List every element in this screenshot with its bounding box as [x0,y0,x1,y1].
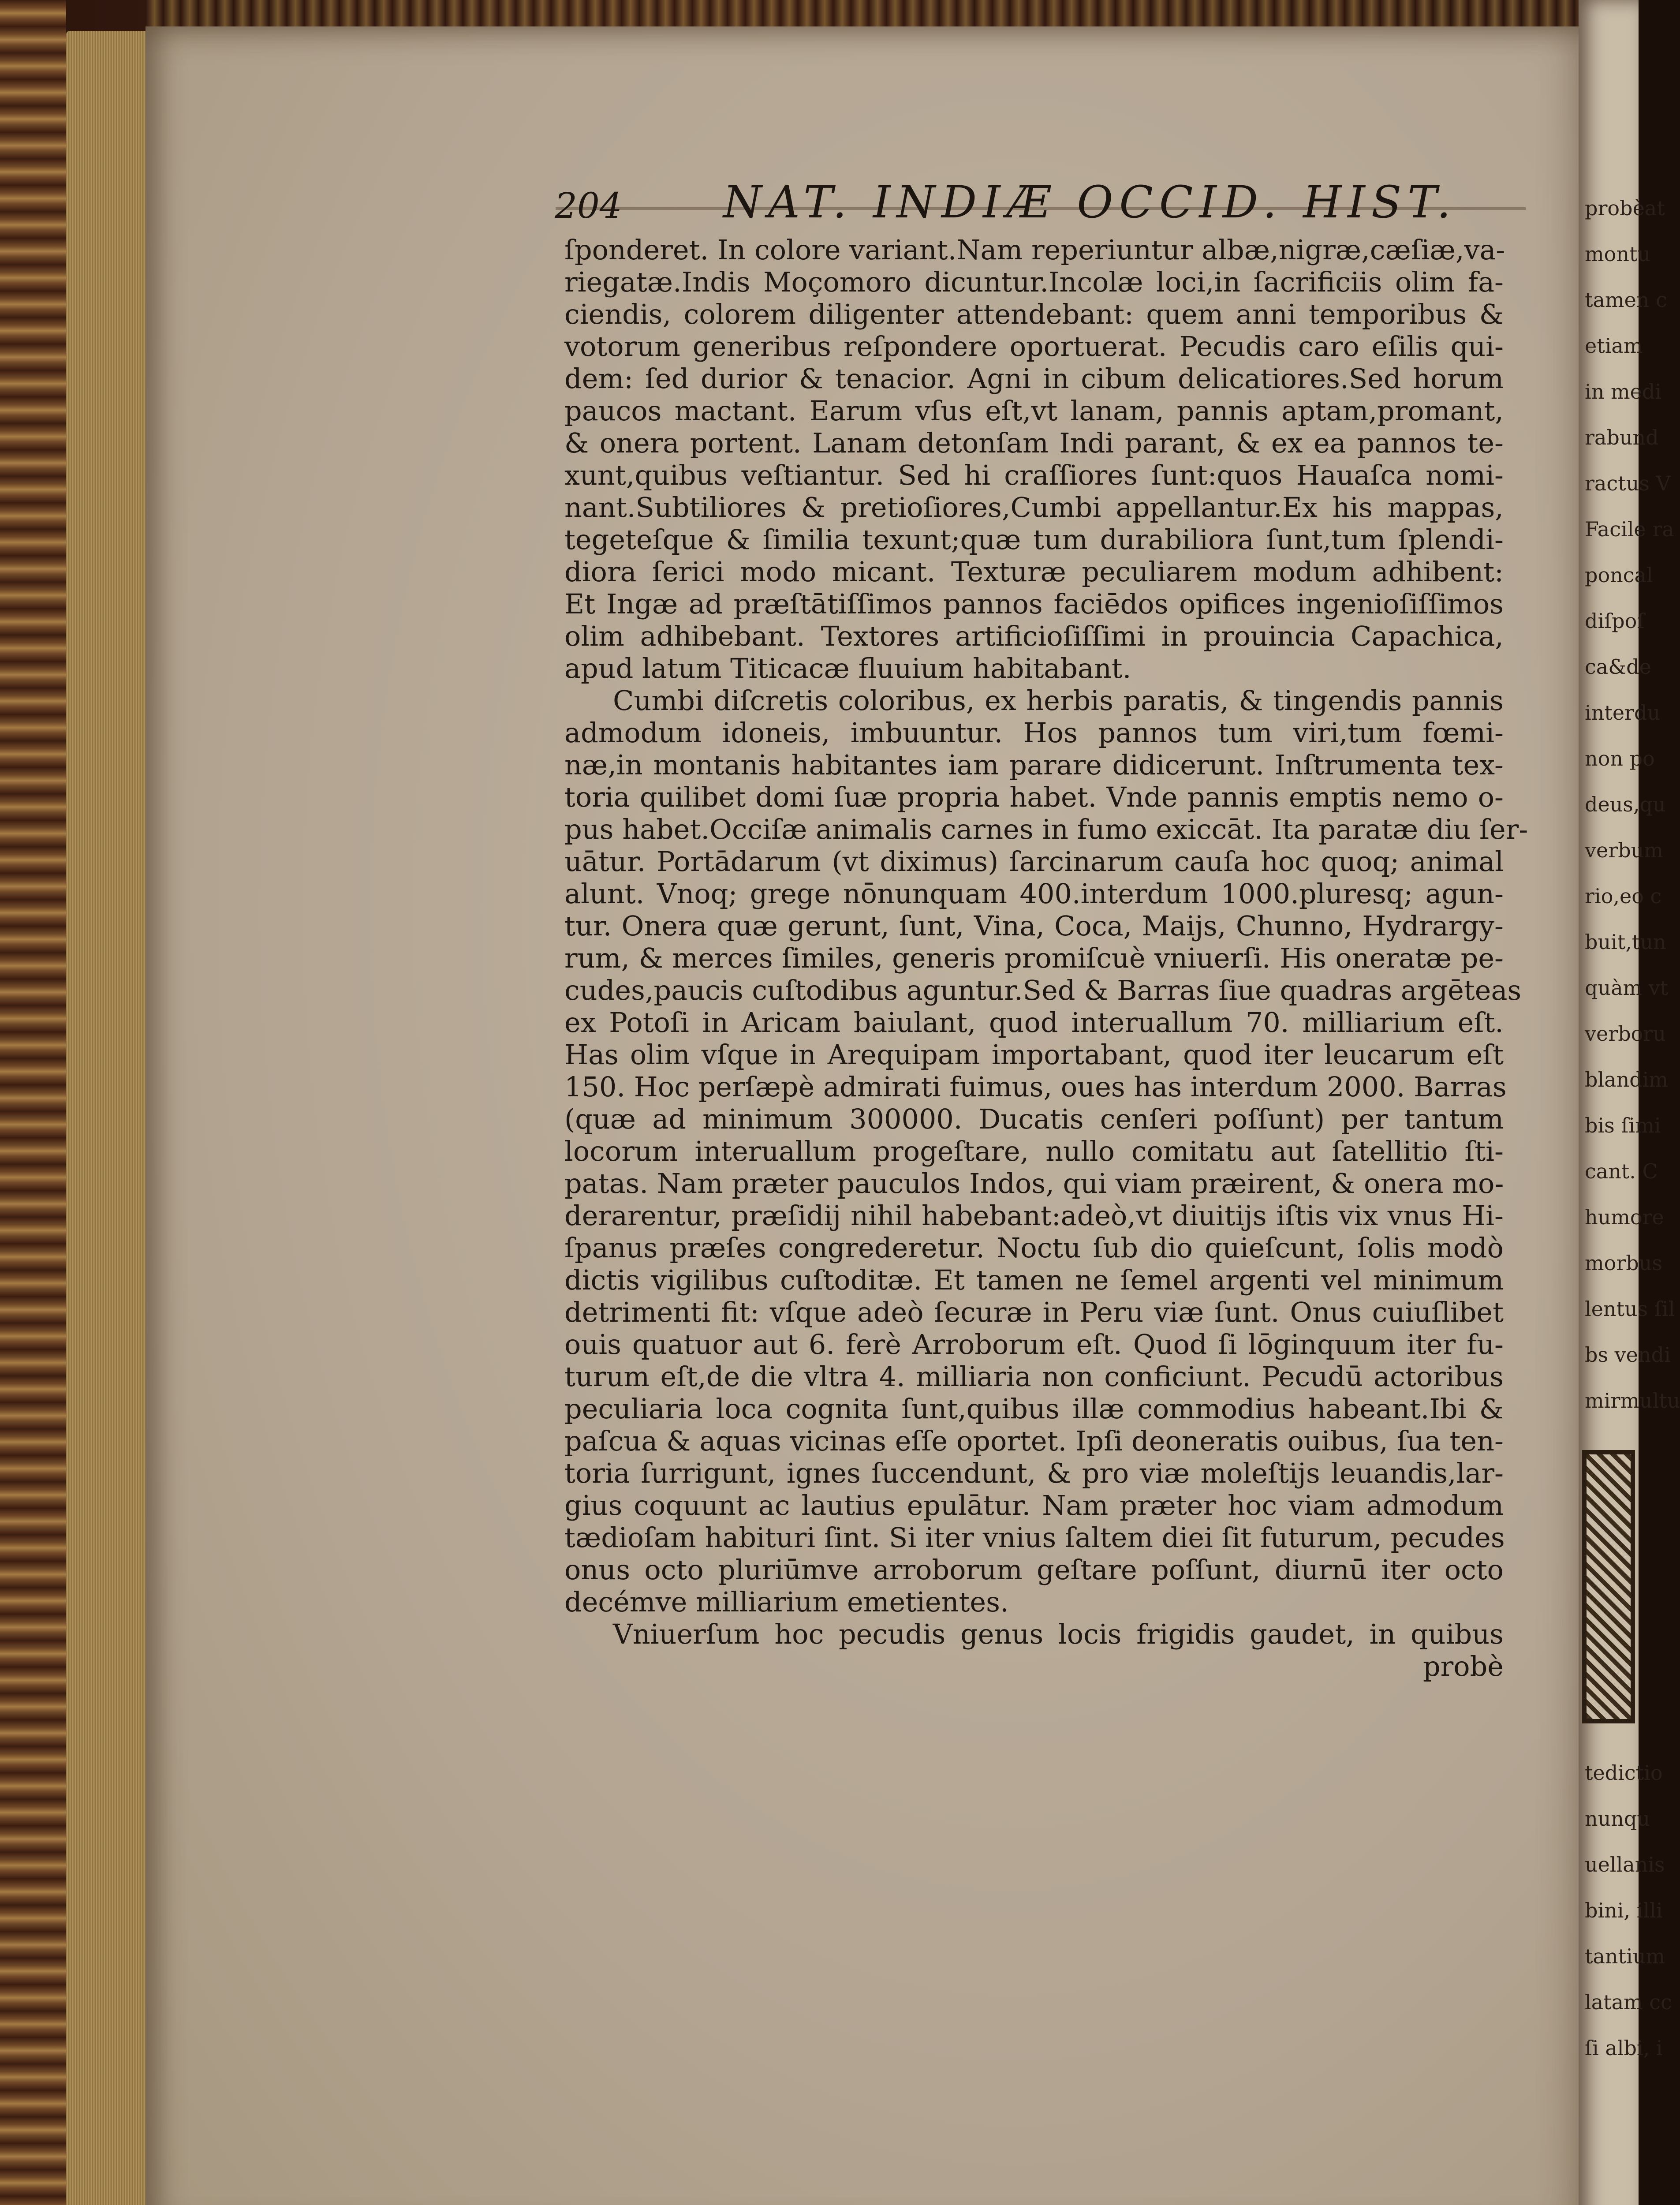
fragment: deus,qu [1585,792,1666,816]
text-line: toria ſurrigunt, ignes ſuccendunt, & pro viæ moleſtijs leuandis,lar- [564,1457,1504,1489]
fragment: rio,eo c [1585,884,1662,908]
woodcut-ornament [1582,1450,1635,1723]
text-line: paucos mactant. Earum vſus eſt,vt lanam, pannis aptam,promant, [564,395,1504,427]
text-line: Has olim vſque in Arequipam importabant, quod iter leucarum eſt [564,1039,1504,1071]
text-line: turum eſt,de die vltra 4. milliaria non conficiunt. Pecudū actoribus [564,1360,1504,1393]
facing-page-edge [1579,0,1680,2205]
text-line: Cumbi diſcretis coloribus, ex herbis paratis, & tingendis pannis [613,684,1504,717]
top-binding-band [146,0,1592,26]
text-line: peculiaria loca cognita ſunt,quibus illæ commodius habeant.Ibi & [564,1393,1504,1425]
text-line: diora ſerici modo micant. Texturæ peculiarem modum adhibent: [564,556,1504,588]
fragment: bs vendi [1585,1343,1671,1367]
text-line: Vniuerſum hoc pecudis genus locis frigidis gaudet, in quibus [613,1618,1504,1650]
fragment: mirmultu [1585,1389,1680,1413]
fragment: tamen c [1585,288,1667,312]
fragment: probèat [1585,196,1665,220]
text-line: ouis quatuor aut 6. ferè Arroborum eſt. Quod ſi lōginquum iter fu- [564,1328,1504,1360]
text-line: riegatæ.Indis Moçomoro dicuntur.Incolæ loci,in ſacrificiis olim fa- [564,266,1504,298]
text-line: alunt. Vnoq; grege nōnunquam 400.interdum 1000.pluresq; agun- [564,878,1504,910]
text-line: ex Potoſi in Aricam baiulant, quod interuallum 70. milliarium eſt. [564,1006,1504,1039]
text-line: ſponderet. In colore variant.Nam reperiuntur albæ,nigræ,cæſiæ,va- [564,234,1505,266]
text-line: nant.Subtiliores & pretioſiores,Cumbi appellantur.Ex his mappas, [564,491,1504,523]
fragment: in medi [1585,380,1661,404]
text-line: dictis vigilibus cuſtoditæ. Et tamen ne ſemel argenti vel minimum [564,1264,1504,1296]
fragment: ca&de [1585,655,1651,679]
page-number: 204 [555,185,622,226]
text-line: & onera portent. Lanam detonſam Indi parant, & ex ea pannos te- [564,427,1504,459]
fragment: tedictio [1585,1761,1663,1785]
text-line: onus octo pluriūmve arroborum geſtare poſſunt, diurnū iter octo [564,1554,1504,1586]
fragment: verbum [1585,838,1663,862]
text-line: admodum idoneis, imbuuntur. Hos pannos tum viri,tum fœmi- [564,717,1504,749]
body-text [564,234,1528,1682]
text-line: Et Ingæ ad præſtātiſſimos pannos faciēdos opifices ingenioſiſſimos [564,588,1504,620]
fragment: cant. C [1585,1159,1658,1183]
fragment: ſi albi, i [1585,2036,1663,2060]
text-line: (quæ ad minimum 300000. Ducatis cenſeri poſſunt) per tantum [564,1103,1504,1135]
text-line: decémve milliarium emetientes. [564,1586,1009,1618]
fragment: tantium [1585,1944,1665,1968]
fragment: quàm vt [1585,976,1669,1000]
fragment: lentus ſil [1585,1297,1675,1321]
text-line: ſpanus præſes congrederetur. Noctu ſub dio quieſcunt, ſolis modò [564,1232,1504,1264]
fragment: etiam [1585,334,1643,358]
fragment: interdu [1585,701,1661,725]
fragment: uellanis [1585,1853,1665,1876]
text-line: paſcua & aquas vicinas eſſe oportet. Ipſi deoneratis ouibus, ſua ten- [564,1425,1504,1457]
catchword: probè [1422,1650,1504,1682]
text-line: 150. Hoc perſæpè admirati fuimus, oues has interdum 2000. Barras [564,1071,1507,1103]
text-line: dem: ſed durior & tenacior. Agni in cibum delicatiores.Sed horum [564,363,1504,395]
running-head: NAT. INDIÆ OCCID. HIST. [723,176,1457,228]
fragment: montu [1585,242,1651,266]
fragment: humore [1585,1205,1664,1229]
text-line: cudes,paucis cuſtodibus aguntur.Sed & Barras ſiue quadras argēteas [564,974,1522,1006]
fragment: rabund [1585,426,1659,449]
text-line: votorum generibus reſpondere oportuerat. Pecudis caro eſilis qui- [564,330,1504,363]
text-line: uātur. Portādarum (vt diximus) ſarcinarum cauſa hoc quoq; animal [564,845,1504,878]
text-line: toria quilibet domi ſuæ propria habet. Vnde pannis emptis nemo o- [564,781,1504,813]
fragment: bis ſimi [1585,1114,1661,1137]
fragment: nunqu [1585,1807,1650,1831]
fragment: Facile ra [1585,517,1674,541]
text-line: tur. Onera quæ gerunt, ſunt, Vina, Coca, Maijs, Chunno, Hydrargy- [564,910,1504,942]
fragment: verboru [1585,1022,1666,1046]
text-line: ciendis, colorem diligenter attendebant: quem anni temporibus & [564,298,1504,330]
text-line: rum, & merces ſimiles, generis promiſcuè vniuerſi. His oneratæ pe- [564,942,1504,974]
text-line: xunt,quibus veſtiantur. Sed hi craſſiores ſunt:quos Hauaſca nomi- [564,459,1504,491]
fragment: diſpoſ [1585,609,1645,633]
text-line: apud latum Titicacæ fluuium habitabant. [564,652,1131,684]
fragment: ractus V [1585,471,1671,495]
book-spine [0,0,66,2205]
text-line: pus habet.Occiſæ animalis carnes in fumo exiccāt. Ita paratæ diu ſer- [564,813,1528,845]
fragment: blandim [1585,1068,1668,1091]
text-line: tegeteſque & ſimilia texunt;quæ tum durabiliora ſunt,tum ſplendi- [564,523,1504,556]
text-line: derarentur, præſidij nihil habebant:adeò,vt diuitijs iſtis vix vnus Hi- [564,1200,1504,1232]
fragment: poncal [1585,563,1653,587]
fragment: bini, illi [1585,1899,1663,1922]
text-line: detrimenti fit: vſque adeò ſecuræ in Peru viæ ſunt. Onus cuiuſlibet [564,1296,1504,1328]
fragment: non po [1585,747,1655,770]
text-line: olim adhibebant. Textores artificioſiſſimi in prouincia Capachica, [564,620,1504,652]
text-line: tædioſam habituri ſint. Si iter vnius ſaltem diei ſit futurum, pecudes [564,1521,1505,1554]
fragment: morbus [1585,1251,1662,1275]
text-line: locorum interuallum progeſtare, nullo comitatu aut ſatellitio ſti- [564,1135,1504,1167]
fragment: buit,tun [1585,930,1666,954]
text-line: gius coquunt ac lautius epulātur. Nam præter hoc viam admodum [564,1489,1504,1521]
text-line: patas. Nam præter pauculos Indos, qui viam præirent, & onera mo- [564,1167,1504,1200]
text-line: næ,in montanis habitantes iam parare didicerunt. Inſtrumenta tex- [564,749,1504,781]
fragment: latam cc [1585,1990,1672,2014]
